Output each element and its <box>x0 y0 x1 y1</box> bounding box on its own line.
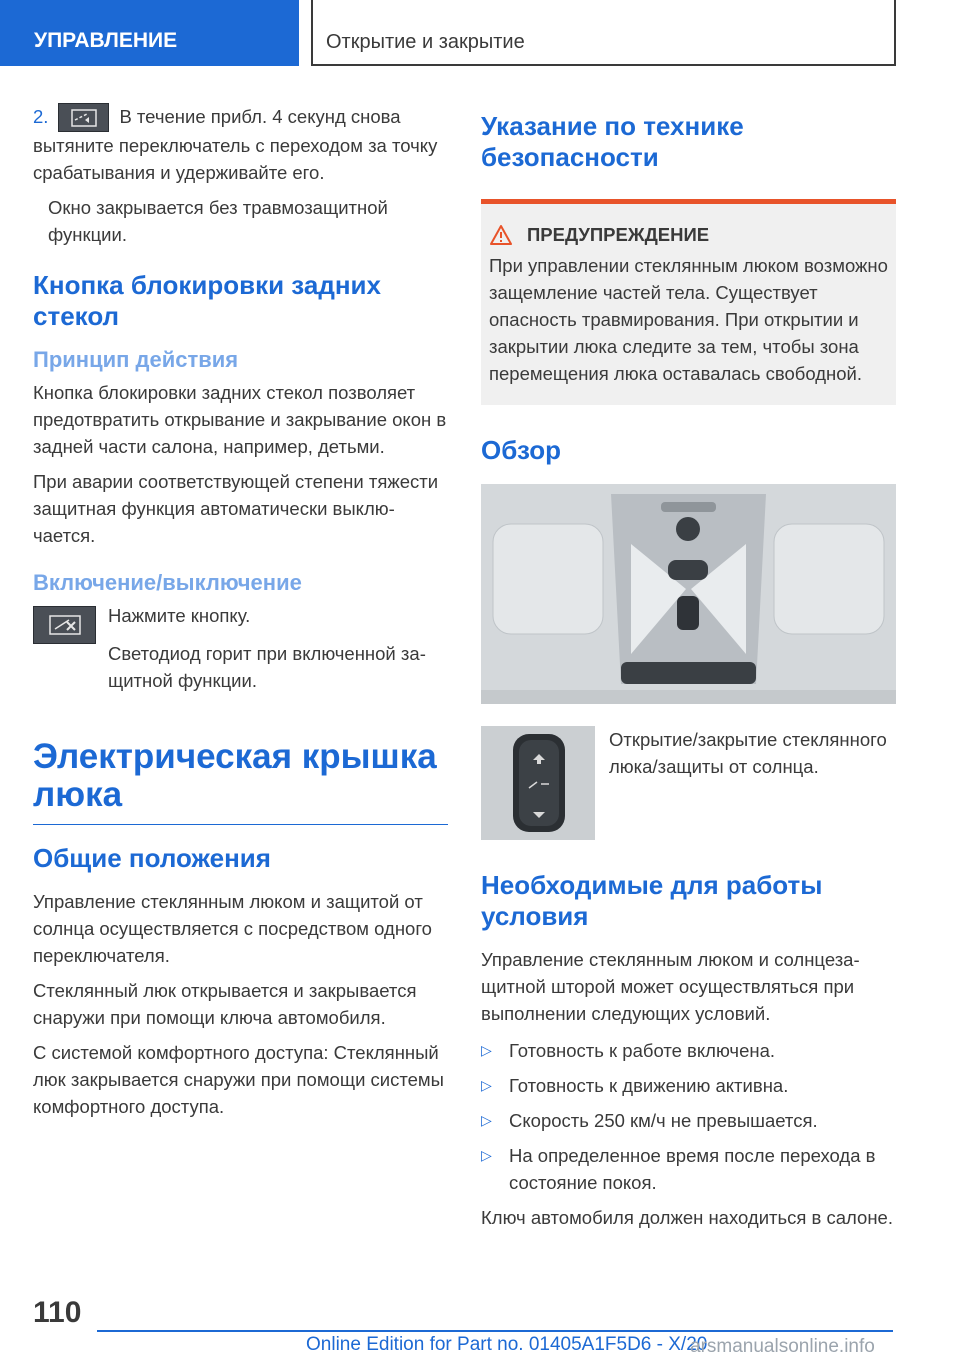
general-text-2: Стеклянный люк открывается и закрывается снаружи при помощи ключа автомобиля. <box>33 980 417 1028</box>
list-item: ▷ Скорость 250 км/ч не превышается. <box>481 1107 896 1134</box>
lock-button-row <box>33 602 448 644</box>
principle-text-1: Кнопка блокировки задних стекол позволяет предотвратить открывание и закрывание окон в задней части салона, например, детьми. <box>33 382 447 457</box>
triangle-bullet-icon: ▷ <box>481 1147 492 1163</box>
header-title: Открытие и закрытие <box>326 31 525 53</box>
watermark: arsmanualsonline.info <box>690 1336 875 1357</box>
overhead-console-photo <box>481 484 896 704</box>
left-column <box>33 103 448 1128</box>
heading-overview: Обзор <box>481 435 561 465</box>
switch-row <box>481 726 896 840</box>
warning-triangle-icon <box>489 224 513 246</box>
key-text: Ключ автомобиля должен находиться в салоне. <box>481 1207 893 1228</box>
conditions-text: Управление стеклянным люком и солнцезащитной шторой может осуществляться при выполнении следующих условий. <box>481 949 860 1024</box>
page-number: 110 <box>33 1296 82 1329</box>
heading-principle: Принцип действия <box>33 347 239 372</box>
footer-divider <box>97 1330 893 1332</box>
step-2-note: Окно закрывается без травмозащитной функции. <box>48 197 388 245</box>
step-number: 2. <box>33 106 49 127</box>
conditions-list <box>481 1037 896 1196</box>
triangle-bullet-icon: ▷ <box>481 1112 492 1128</box>
heading-general: Общие положения <box>33 843 271 873</box>
warning-title: ПРЕДУПРЕЖДЕНИЕ <box>527 224 710 245</box>
heading-safety: Указание по технике безопасности <box>481 111 744 172</box>
step-2 <box>33 103 448 186</box>
list-item: ▷ На определенное время после перехода в состояние покоя. <box>481 1142 896 1196</box>
child-lock-button-icon <box>33 606 96 644</box>
list-item: ▷ Готовность к движению активна. <box>481 1072 896 1099</box>
switch-caption: Открытие/закрытие стеклянного люка/защиты от солнца. <box>609 729 887 777</box>
warning-text: При управлении стеклянным люком возможно защемление частей тела. Существует опасность травмирования. При открытии и закрытии люка следите за тем, чтобы зона перемещения люка оставалась свободной. <box>489 255 888 384</box>
press-text: Нажмите кнопку. <box>108 605 251 626</box>
led-text: Светодиод горит при включенной защитной функции. <box>108 643 426 691</box>
right-column <box>481 103 896 1239</box>
sunroof-switch-photo <box>481 726 595 840</box>
list-item: ▷ Готовность к работе включена. <box>481 1037 896 1064</box>
triangle-bullet-icon: ▷ <box>481 1042 492 1058</box>
general-text-3: С системой комфортного доступа: Стеклянный люк закрывается снаружи при помощи системы комфортного доступа. <box>33 1042 444 1117</box>
heading-onoff: Включение/выключение <box>33 570 302 595</box>
triangle-bullet-icon: ▷ <box>481 1077 492 1093</box>
header-section-label: УПРАВЛЕНИЕ <box>34 29 178 52</box>
heading-sunroof: Электрическая крышка люка <box>33 738 448 825</box>
warning-header <box>489 224 888 246</box>
step-2-text: В течение прибл. 4 секунд снова вытяните переключатель с переходом за точку срабатывания и удерживайте его. <box>33 106 438 183</box>
heading-rear-lock: Кнопка блокировки задних стекол <box>33 270 381 331</box>
window-switch-icon <box>58 103 109 132</box>
principle-text-2: При аварии соответствующей степени тяжести защитная функция автоматически выключается. <box>33 471 439 546</box>
heading-conditions: Необходимые для работы условия <box>481 870 823 931</box>
warning-box <box>481 199 896 405</box>
footer-edition: Online Edition for Part no. 01405A1F5D6 - X/20 <box>306 1334 708 1355</box>
general-text-1: Управление стеклянным люком и защитой от солнца осуществляется с посредством одного переключателя. <box>33 891 432 966</box>
